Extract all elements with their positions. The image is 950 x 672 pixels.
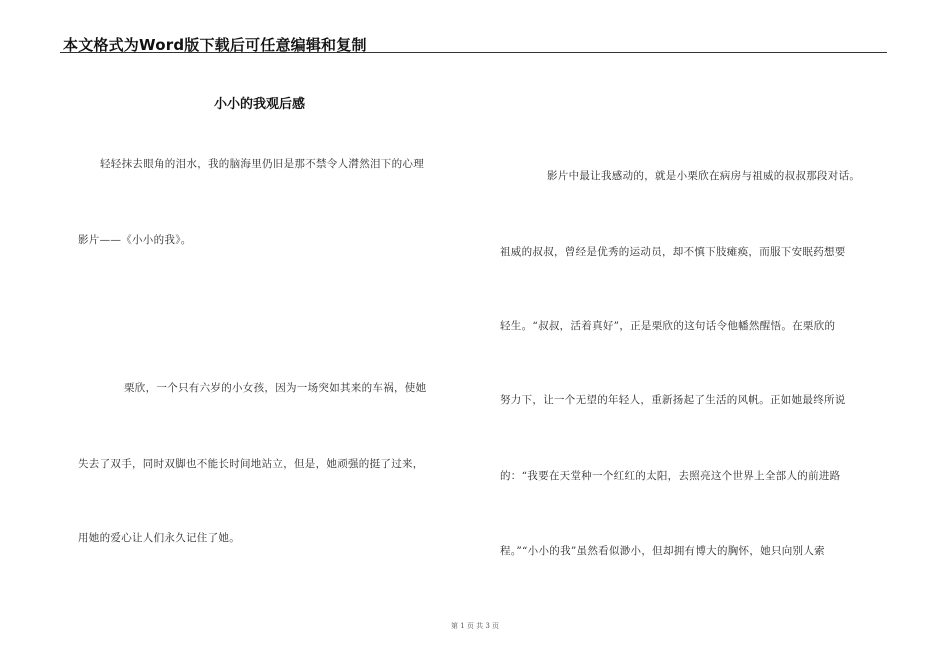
header-divider	[60, 52, 887, 53]
document-title: 小小的我观后感	[214, 97, 306, 112]
paragraph-line: 影片——《小小的我》。	[78, 234, 192, 246]
paragraph-line: 失去了双手，同时双脚也不能长时间地站立，但是，她顽强的挺了过来，	[78, 458, 424, 470]
paragraph-line: 轻生。“叔叔，活着真好”，正是栗欣的这句话令他幡然醒悟。在栗欣的	[500, 320, 836, 332]
paragraph-line: 程。”“小小的我”虽然看似渺小，但却拥有博大的胸怀，她只向别人索	[500, 545, 825, 557]
paragraph-line: 的：“我要在天堂种一个红红的太阳，去照亮这个世界上全部人的前进路	[500, 470, 841, 482]
paragraph-line: 用她的爱心让人们永久记住了她。	[78, 532, 240, 544]
paragraph-line: 栗欣，一个只有六岁的小女孩，因为一场突如其来的车祸，使她	[124, 382, 427, 394]
paragraph-line: 祖威的叔叔，曾经是优秀的运动员，却不慎下肢瘫痪，而服下安眠药想要	[500, 246, 846, 258]
paragraph-line: 影片中最让我感动的，就是小栗欣在病房与祖威的叔叔那段对话。	[547, 170, 861, 182]
paragraph-line: 努力下，让一个无望的年轻人，重新扬起了生活的风帆。正如她最终所说	[500, 394, 846, 406]
header-notice: 本文格式为Word版下载后可任意编辑和复制	[63, 36, 367, 54]
page-number: 第 1 页 共 3 页	[450, 622, 500, 630]
paragraph-line: 轻轻抹去眼角的泪水，我的脑海里仍旧是那不禁令人潸然泪下的心理	[100, 158, 424, 170]
